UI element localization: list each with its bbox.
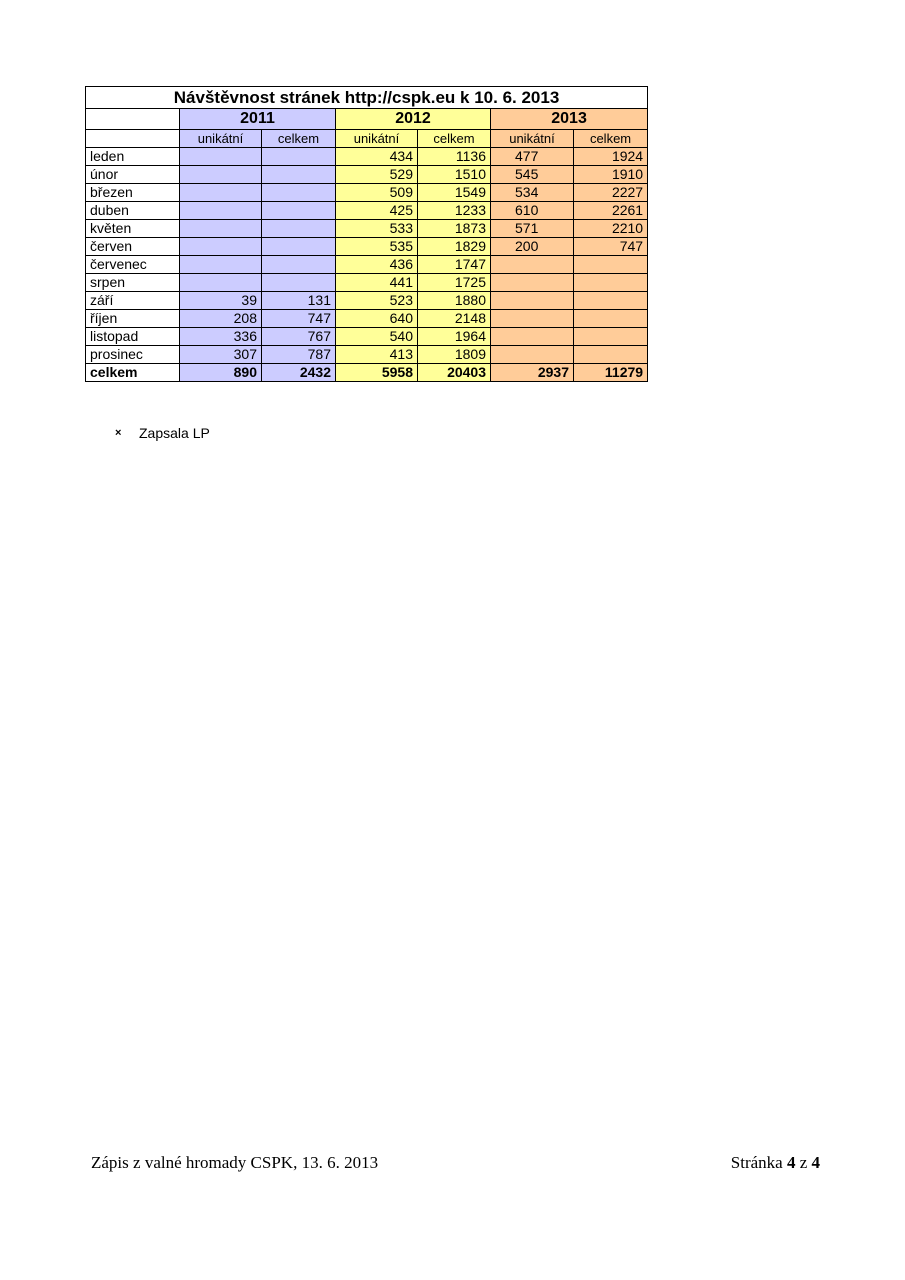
month-label: červenec (86, 256, 180, 274)
page-prefix: Stránka (730, 1153, 783, 1172)
month-label: březen (86, 184, 180, 202)
value-cell: 2148 (418, 310, 491, 328)
month-label: říjen (86, 310, 180, 328)
value-cell: 434 (336, 148, 418, 166)
page-current: 4 (786, 1153, 796, 1172)
table-row (86, 238, 648, 256)
value-cell (491, 328, 574, 346)
value-cell: 1725 (418, 274, 491, 292)
month-label: srpen (86, 274, 180, 292)
value-cell: 545 (491, 166, 574, 184)
subheader: unikátní (180, 130, 262, 148)
value-cell (491, 274, 574, 292)
value-cell: 535 (336, 238, 418, 256)
year-header-2011: 2011 (180, 109, 336, 130)
year-header-2013: 2013 (491, 109, 648, 130)
value-cell: 1809 (418, 346, 491, 364)
month-label: červen (86, 238, 180, 256)
value-cell (574, 328, 648, 346)
visits-table (85, 86, 648, 382)
value-cell: 336 (180, 328, 262, 346)
value-cell (180, 256, 262, 274)
value-cell: 1910 (574, 166, 648, 184)
value-cell (574, 346, 648, 364)
footer-page-number (731, 1153, 820, 1173)
value-cell (262, 274, 336, 292)
table-row (86, 256, 648, 274)
value-cell (262, 184, 336, 202)
note-text: Zapsala LP (139, 425, 210, 441)
value-cell: 2210 (574, 220, 648, 238)
value-cell: 39 (180, 292, 262, 310)
value-cell (574, 256, 648, 274)
value-cell: 477 (491, 148, 574, 166)
table-row (86, 310, 648, 328)
value-cell (491, 292, 574, 310)
table-row (86, 148, 648, 166)
value-cell: 540 (336, 328, 418, 346)
value-cell (262, 238, 336, 256)
value-cell: 767 (262, 328, 336, 346)
table-row (86, 328, 648, 346)
footer-document-title: Zápis z valné hromady CSPK, 13. 6. 2013 (91, 1153, 379, 1172)
month-label: září (86, 292, 180, 310)
value-cell: 436 (336, 256, 418, 274)
table-row (86, 220, 648, 238)
value-cell: 2261 (574, 202, 648, 220)
value-cell: 1880 (418, 292, 491, 310)
month-label: únor (86, 166, 180, 184)
empty-corner (86, 109, 180, 130)
empty-corner (86, 130, 180, 148)
value-cell: 523 (336, 292, 418, 310)
subheader: unikátní (491, 130, 574, 148)
subheader: celkem (574, 130, 648, 148)
value-cell: 1924 (574, 148, 648, 166)
value-cell (574, 274, 648, 292)
table-row (86, 202, 648, 220)
value-cell: 534 (491, 184, 574, 202)
value-cell: 747 (574, 238, 648, 256)
value-cell: 1829 (418, 238, 491, 256)
value-cell: 441 (336, 274, 418, 292)
value-cell (180, 274, 262, 292)
value-cell: 787 (262, 346, 336, 364)
value-cell (262, 220, 336, 238)
month-label: celkem (86, 364, 180, 382)
value-cell: 1873 (418, 220, 491, 238)
value-cell: 307 (180, 346, 262, 364)
value-cell (262, 166, 336, 184)
year-header-2012: 2012 (336, 109, 491, 130)
subheader: unikátní (336, 130, 418, 148)
value-cell (180, 166, 262, 184)
value-cell: 1510 (418, 166, 491, 184)
table-row (86, 346, 648, 364)
value-cell: 413 (336, 346, 418, 364)
month-label: prosinec (86, 346, 180, 364)
total-row (86, 364, 648, 382)
value-cell: 529 (336, 166, 418, 184)
value-cell: 890 (180, 364, 262, 382)
value-cell (180, 184, 262, 202)
value-cell: 571 (491, 220, 574, 238)
value-cell: 1136 (418, 148, 491, 166)
value-cell: 200 (491, 238, 574, 256)
month-label: duben (86, 202, 180, 220)
value-cell: 20403 (418, 364, 491, 382)
table-row (86, 292, 648, 310)
value-cell: 610 (491, 202, 574, 220)
value-cell: 11279 (574, 364, 648, 382)
value-cell: 5958 (336, 364, 418, 382)
value-cell: 425 (336, 202, 418, 220)
subheader: celkem (418, 130, 491, 148)
value-cell: 1747 (418, 256, 491, 274)
month-label: leden (86, 148, 180, 166)
table-title: Návštěvnost stránek http://cspk.eu k 10. 6. 2013 (86, 87, 648, 109)
value-cell: 2432 (262, 364, 336, 382)
value-cell (262, 202, 336, 220)
month-label: květen (86, 220, 180, 238)
value-cell (491, 346, 574, 364)
value-cell: 1964 (418, 328, 491, 346)
value-cell: 509 (336, 184, 418, 202)
value-cell: 1549 (418, 184, 491, 202)
value-cell: 208 (180, 310, 262, 328)
value-cell (574, 310, 648, 328)
value-cell: 2227 (574, 184, 648, 202)
value-cell (574, 292, 648, 310)
value-cell (180, 202, 262, 220)
value-cell: 2937 (491, 364, 574, 382)
value-cell (491, 310, 574, 328)
value-cell: 640 (336, 310, 418, 328)
page-total: 4 (811, 1153, 820, 1172)
table-row (86, 166, 648, 184)
bullet-x-icon: × (115, 427, 122, 439)
value-cell (180, 148, 262, 166)
value-cell: 747 (262, 310, 336, 328)
value-cell (262, 256, 336, 274)
value-cell: 533 (336, 220, 418, 238)
value-cell: 131 (262, 292, 336, 310)
table-row (86, 184, 648, 202)
table-row (86, 274, 648, 292)
note (115, 425, 210, 441)
page-sep: z (799, 1153, 808, 1172)
value-cell (180, 238, 262, 256)
month-label: listopad (86, 328, 180, 346)
value-cell: 1233 (418, 202, 491, 220)
value-cell (262, 148, 336, 166)
subheader: celkem (262, 130, 336, 148)
value-cell (491, 256, 574, 274)
value-cell (180, 220, 262, 238)
